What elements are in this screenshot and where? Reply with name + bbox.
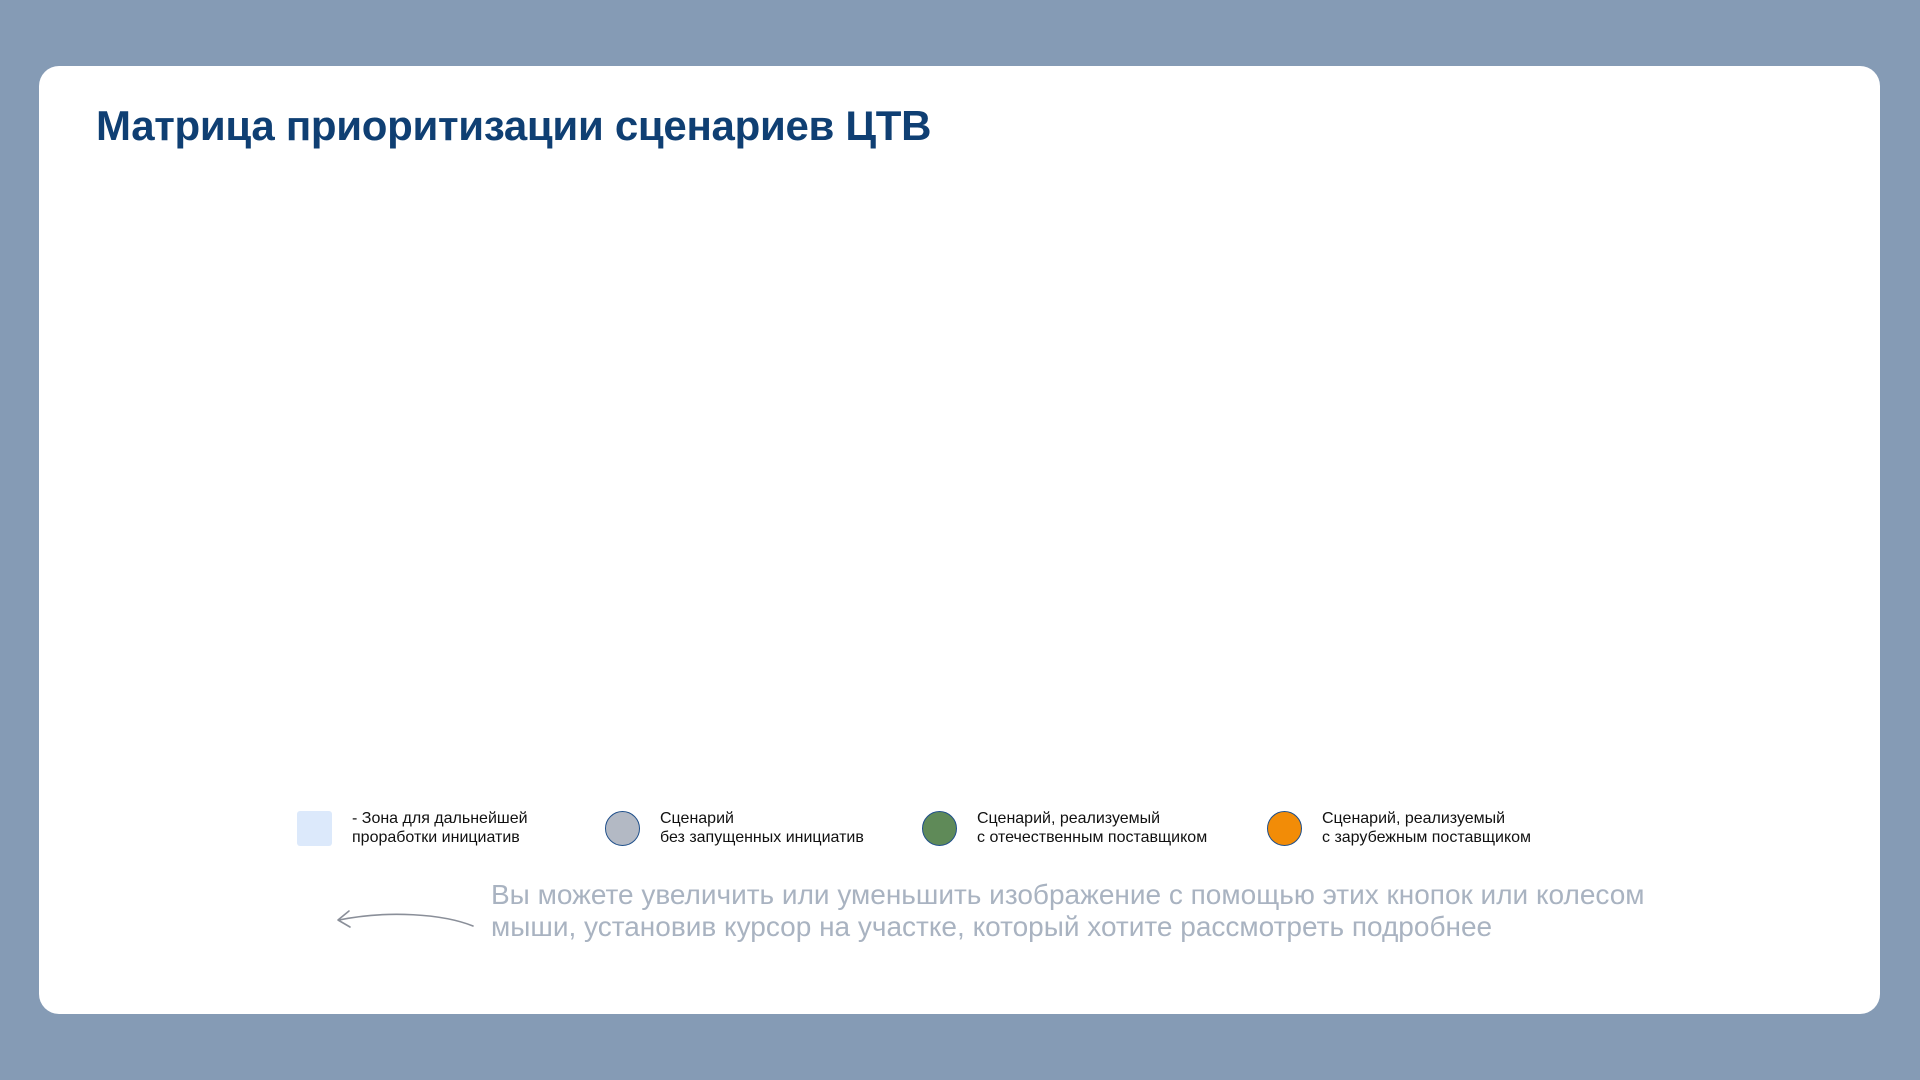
curved-arrow-left-icon: [333, 892, 475, 932]
legend-item-foreign-supplier-line2: с зарубежным поставщиком: [1322, 829, 1532, 846]
gray-circle-icon: [605, 811, 640, 846]
legend-item-no-initiatives-line2: без запущенных инициатив: [660, 829, 864, 846]
prioritization-matrix-area[interactable]: [96, 186, 1823, 826]
legend-item-foreign-supplier: [1267, 808, 1531, 848]
legend-item-domestic-supplier: [922, 808, 1207, 848]
legend-item-foreign-supplier-line1: Сценарий, реализуемый: [1322, 810, 1506, 827]
green-circle-icon: [922, 811, 957, 846]
legend-item-zone: [297, 808, 528, 848]
legend-item-no-initiatives: [605, 808, 864, 848]
legend-item-domestic-supplier-line1: Сценарий, реализуемый: [977, 810, 1161, 827]
page-title: Матрица приоритизации сценариев ЦТВ: [96, 102, 932, 149]
legend-item-foreign-supplier-label: [1322, 809, 1531, 847]
zoom-hint-text: [491, 879, 1645, 943]
zoom-hint-line1: Вы можете увеличить или уменьшить изображение с помощью этих кнопок или колесом: [491, 879, 1645, 910]
zone-swatch: [297, 811, 332, 846]
legend-item-no-initiatives-label: [660, 809, 864, 847]
orange-circle-icon: [1267, 811, 1302, 846]
zoom-hint-line2: мыши, установив курсор на участке, который хотите рассмотреть подробнее: [491, 911, 1493, 942]
legend-item-domestic-supplier-line2: с отечественным поставщиком: [977, 829, 1208, 846]
legend-item-no-initiatives-line1: Сценарий: [660, 810, 734, 827]
legend-item-domestic-supplier-label: [977, 809, 1207, 847]
legend-item-zone-line2: проработки инициатив: [352, 829, 520, 846]
matrix-card: [39, 66, 1880, 1014]
legend-item-zone-label: [352, 809, 528, 847]
legend-item-zone-line1: - Зона для дальнейшей: [352, 810, 528, 827]
